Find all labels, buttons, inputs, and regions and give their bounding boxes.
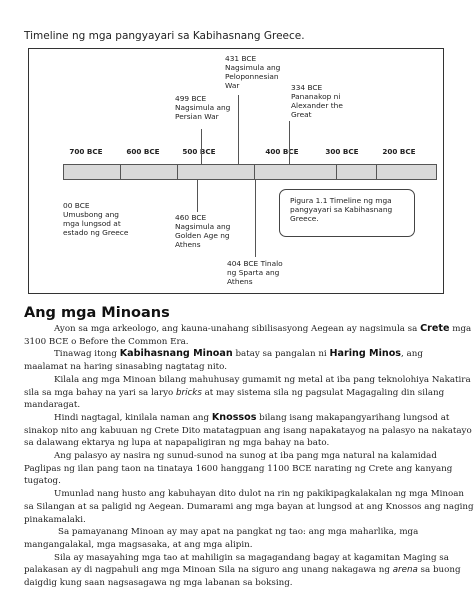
- body-line: Kilala ang mga Minoan bilang mahuhusay gumamit ng metal at iba pang teknolohiya Nakatira: [54, 374, 471, 385]
- term-crete: Crete: [420, 323, 450, 334]
- body-line: sa dalawang ektarya ng lupa at napapaligiran ng mga bahay na bato.: [24, 438, 330, 449]
- body-line: maalamat na haring sinasabing nagtatag nito.: [24, 362, 227, 373]
- body-line: sinakop nito ang kabuuan ng Crete Dito matatagpuan ang isang napakatayog na palasyo na nakatayo: [24, 425, 472, 436]
- event-golden-age: 460 BCE Nagsimula ang Golden Age ng Athens: [175, 213, 231, 249]
- term-arena: arena: [392, 565, 418, 576]
- body-line: Ayon sa mga arkeologo, ang kauna-unahang sibilisasyong Aegean ay nagsimula sa Crete mga: [54, 323, 472, 334]
- timeline-tick: [120, 165, 121, 179]
- connector-460: [197, 180, 198, 212]
- body-line: sila sa mga bahay na yari sa laryo bricks at may sistema sila ng pagsulat Magagaling din silang: [24, 387, 445, 398]
- axis-label-200: 200 BCE: [382, 147, 416, 156]
- body-line: Tinawag itong Kabihasnang Minoan batay sa pangalan ni Haring Minos, ang: [54, 348, 423, 360]
- axis-label-400: 400 BCE: [265, 147, 299, 156]
- body-line: Sila ay masayahing mga tao at mahiligin sa magagandang bagay at kagamitan Maging sa: [54, 552, 449, 563]
- event-persian-war: 499 BCE Nagsimula ang Persian War: [175, 94, 231, 121]
- connector-431: [238, 95, 239, 165]
- body-line: 3100 BCE o Before the Common Era.: [24, 336, 189, 347]
- connector-499: [201, 129, 202, 165]
- article-body: [24, 323, 474, 590]
- term-knossos: Knossos: [211, 411, 257, 423]
- body-line: palakasan ay di nagpahuli ang mga Minoan Sila na siguro ang unang nakagawa ng arena sa buong: [24, 565, 461, 576]
- axis-label-700: 700 BCE: [69, 147, 103, 156]
- term-bricks: bricks: [176, 387, 202, 398]
- event-sparta-defeats-athens: 404 BCE Tinalo ng Sparta ang Athens: [227, 259, 283, 286]
- axis-label-500: 500 BCE: [182, 147, 216, 156]
- timeline-tick: [376, 165, 377, 179]
- body-line: mangangalakal, mga magsasaka, at ang mga alipin.: [24, 539, 253, 550]
- section-title: Ang mga Minoans: [24, 305, 170, 321]
- timeline-bar: [63, 164, 437, 180]
- event-city-states: 00 BCE Umusbong ang mga lungsod at estado ng Greece: [63, 201, 129, 237]
- timeline-tick: [336, 165, 337, 179]
- body-line: tugatog.: [24, 476, 61, 487]
- body-line: pinakamalaki.: [24, 514, 86, 525]
- page-heading: Timeline ng mga pangyayari sa Kabihasnang Greece.: [24, 30, 305, 42]
- term-kabihasnang-minoan: Kabihasnang Minoan: [119, 348, 233, 360]
- figure-caption: Pigura 1.1 Timeline ng mga pangyayari sa Kabihasnang Greece.: [279, 189, 415, 237]
- connector-404: [255, 180, 256, 257]
- event-peloponnesian-war: 431 BCE Nagsimula ang Peloponnesian War: [225, 54, 281, 90]
- timeline-tick: [254, 165, 255, 179]
- body-line: daigdig kung saan nagsasagawa ng mga labanan sa boksing.: [24, 578, 293, 589]
- body-line: Sa pamayanang Minoan ay may apat na pangkat ng tao: ang mga maharlika, mga: [58, 527, 419, 538]
- timeline-figure: [28, 48, 444, 294]
- axis-label-300: 300 BCE: [325, 147, 359, 156]
- event-alexander-conquest: 334 BCE Pananakop ni Alexander the Great: [291, 83, 343, 119]
- body-line: Ang palasyo ay nasira ng sunud-sunod na sunog at iba pang mga natural na kalamidad: [54, 451, 437, 462]
- axis-label-600: 600 BCE: [126, 147, 160, 156]
- connector-334: [289, 121, 290, 165]
- body-line: Paglipas ng ilan pang taon na tinataya 1600 hanggang 1100 BCE narating ng Crete ang kanyang: [24, 463, 453, 474]
- timeline-tick: [177, 165, 178, 179]
- body-line: sa Silangan at sa paligid ng Aegean. Dumarami ang mga bayan at lungsod at ang Knossos ang naging: [24, 501, 474, 512]
- body-line: Umunlad nang husto ang kabuhayan dito dulot na rin ng pakikipagkalakalan ng mga Minoan: [54, 489, 464, 500]
- body-line: mandaragat.: [24, 400, 81, 411]
- body-line: Hindi nagtagal, kinilala naman ang Knossos bilang isang makapangyarihang lungsod at: [54, 411, 450, 423]
- term-haring-minos: Haring Minos: [329, 348, 402, 360]
